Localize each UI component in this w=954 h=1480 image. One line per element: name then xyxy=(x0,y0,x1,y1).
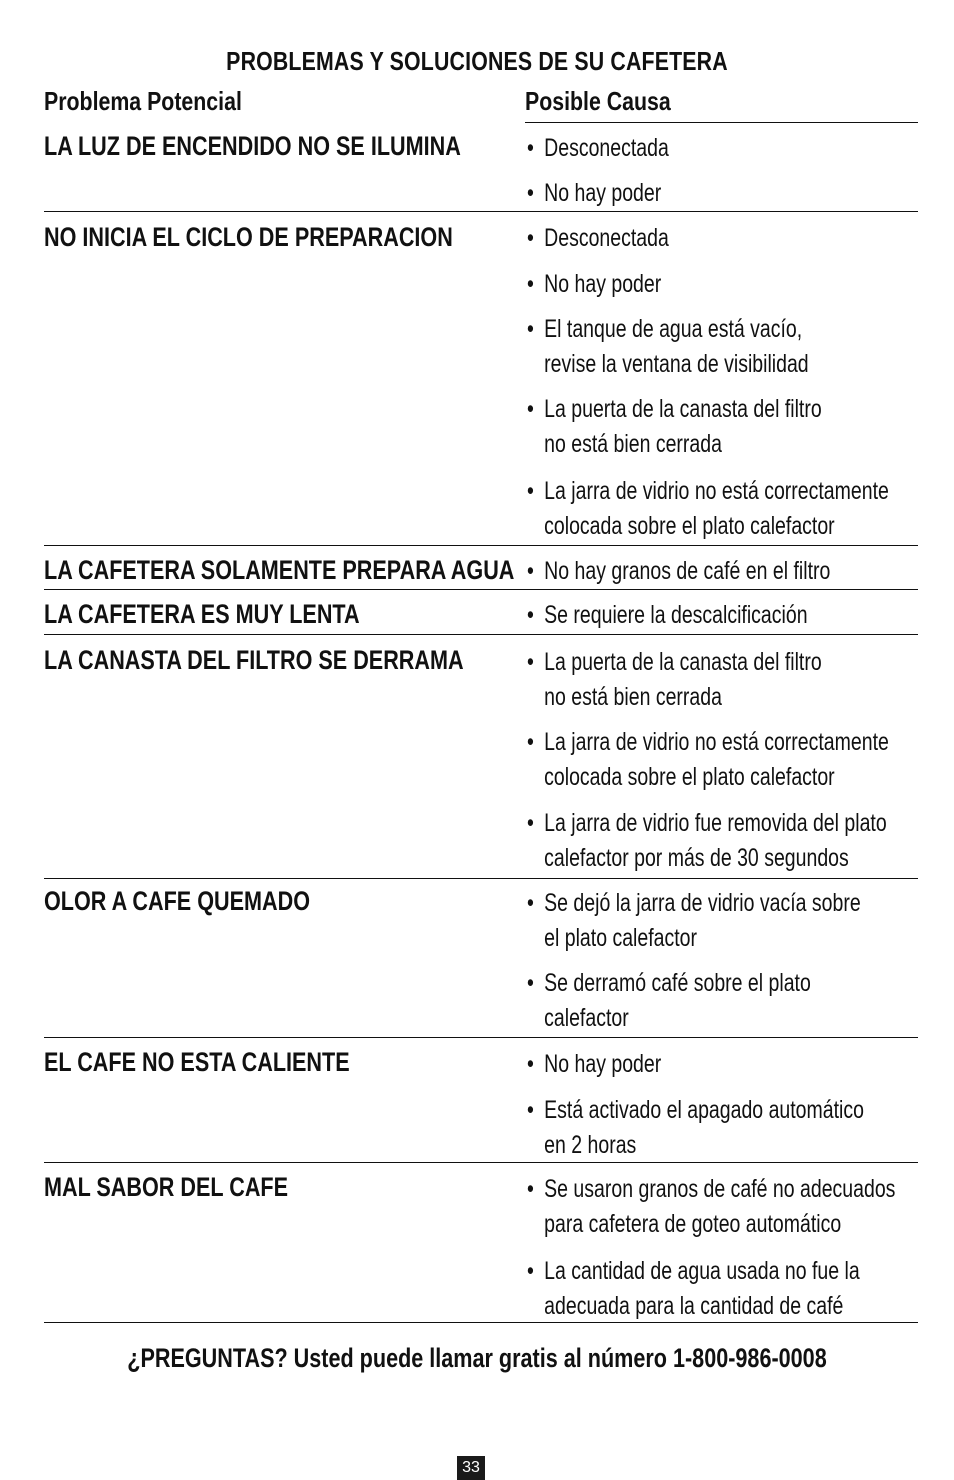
help-line: ¿PREGUNTAS? Usted puede llamar gratis al número 1-800-986-0008 xyxy=(127,1343,827,1373)
bullet-icon: • xyxy=(527,728,534,756)
cause-item: • No hay granos de café en el filtro xyxy=(527,554,830,589)
cause-item: • La puerta de la canasta del filtro no está bien cerrada xyxy=(527,645,822,715)
row-divider xyxy=(44,1037,918,1038)
bullet-icon: • xyxy=(527,224,534,252)
row-divider xyxy=(44,1162,918,1163)
cause-item: • La jarra de vidrio fue removida del plato calefactor por más de 30 segundos xyxy=(527,806,887,876)
bullet-icon: • xyxy=(527,648,534,676)
bullet-icon: • xyxy=(527,1096,534,1124)
cause-item: • La jarra de vidrio no está correctamente colocada sobre el plato calefactor xyxy=(527,725,889,795)
cause-item: • Se usaron granos de café no adecuados para cafetera de goteo automático xyxy=(527,1172,895,1242)
problem-label: LA CAFETERA SOLAMENTE PREPARA AGUA xyxy=(44,555,515,585)
bullet-icon: • xyxy=(527,889,534,917)
cause-item: • El tanque de agua está vacío, revise la ventana de visibilidad xyxy=(527,312,809,382)
row-divider xyxy=(44,634,918,635)
column-header-cause: Posible Causa xyxy=(525,86,671,116)
bullet-icon: • xyxy=(527,1175,534,1203)
bullet-icon: • xyxy=(527,477,534,505)
problem-label: LA CAFETERA ES MUY LENTA xyxy=(44,599,360,629)
row-divider xyxy=(44,545,918,546)
problem-label: LA LUZ DE ENCENDIDO NO SE ILUMINA xyxy=(44,131,461,161)
bullet-icon: • xyxy=(527,315,534,343)
page-title: PROBLEMAS Y SOLUCIONES DE SU CAFETERA xyxy=(226,46,728,76)
problem-label: LA CANASTA DEL FILTRO SE DERRAMA xyxy=(44,645,464,675)
problem-label: EL CAFE NO ESTA CALIENTE xyxy=(44,1047,350,1077)
cause-item: • Se requiere la descalcificación xyxy=(527,598,808,633)
cause-item: • No hay poder xyxy=(527,267,661,302)
bullet-icon: • xyxy=(527,395,534,423)
cause-item: • Desconectada xyxy=(527,221,669,256)
cause-item: • Se derramó café sobre el plato calefactor xyxy=(527,966,811,1036)
bullet-icon: • xyxy=(527,557,534,585)
problem-label: NO INICIA EL CICLO DE PREPARACION xyxy=(44,222,453,252)
cause-item: • Se dejó la jarra de vidrio vacía sobre el plato calefactor xyxy=(527,886,861,956)
page-number: 33 xyxy=(457,1456,485,1480)
row-divider xyxy=(44,589,918,590)
bullet-icon: • xyxy=(527,270,534,298)
cause-item: • La jarra de vidrio no está correctamente colocada sobre el plato calefactor xyxy=(527,474,889,544)
cause-item: • La puerta de la canasta del filtro no está bien cerrada xyxy=(527,392,822,462)
cause-item: • No hay poder xyxy=(527,176,661,211)
bullet-icon: • xyxy=(527,601,534,629)
bullet-icon: • xyxy=(527,134,534,162)
row-divider xyxy=(44,1322,918,1323)
row-divider xyxy=(44,211,918,212)
column-header-problem: Problema Potencial xyxy=(44,86,242,116)
header-divider xyxy=(525,122,918,123)
bullet-icon: • xyxy=(527,179,534,207)
bullet-icon: • xyxy=(527,1257,534,1285)
cause-item: • No hay poder xyxy=(527,1047,661,1082)
problem-label: OLOR A CAFE QUEMADO xyxy=(44,886,310,916)
row-divider xyxy=(44,878,918,879)
bullet-icon: • xyxy=(527,969,534,997)
cause-item: • Desconectada xyxy=(527,131,669,166)
cause-item: • La cantidad de agua usada no fue la adecuada para la cantidad de café xyxy=(527,1254,860,1324)
bullet-icon: • xyxy=(527,809,534,837)
bullet-icon: • xyxy=(527,1050,534,1078)
problem-label: MAL SABOR DEL CAFE xyxy=(44,1172,289,1202)
cause-item: • Está activado el apagado automático en 2 horas xyxy=(527,1093,864,1163)
